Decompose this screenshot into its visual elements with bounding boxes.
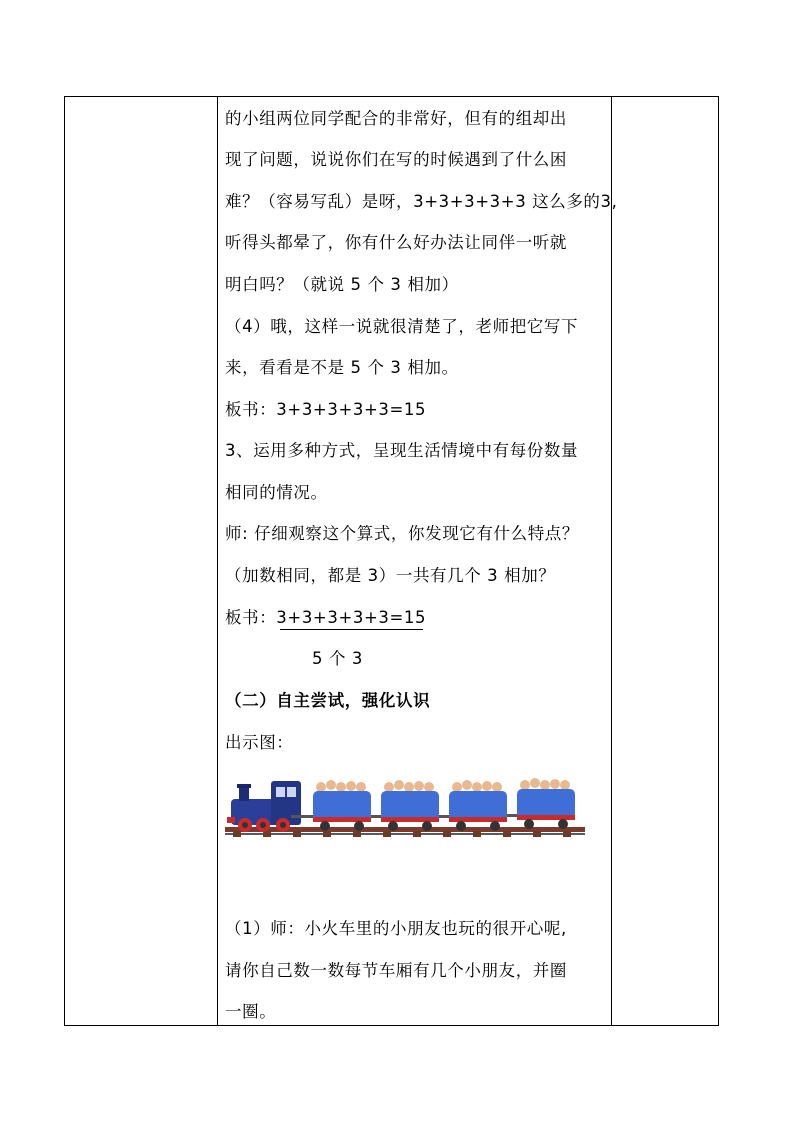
text-line: 相同的情况。 [225, 483, 328, 502]
text-line: 一圈。 [225, 1002, 277, 1021]
lesson-table [64, 96, 719, 1026]
section-title: （二）自主尝试，强化认识 [225, 691, 431, 710]
text-line: 听得头都晕了，你有什么好办法让同伴一听就 [225, 233, 567, 252]
text-line: （4）哦，这样一说就很清楚了，老师把它写下 [225, 317, 579, 336]
addend-underline [280, 629, 423, 630]
section-heading: 3、运用多种方式，呈现生活情境中有每份数量 [225, 441, 579, 460]
locomotive [227, 781, 301, 832]
text-line: 的小组两位同学配合的非常好，但有的组却出 [225, 109, 567, 128]
text-line: 出示图： [225, 733, 294, 752]
text-line: 现了问题，说说你们在写的时候遇到了什么困 [225, 150, 567, 169]
blackboard-note: 板书：3+3+3+3+3=15 [225, 400, 427, 419]
train-illustration [223, 765, 593, 845]
text-line: 难？（容易写乱）是呀，3+3+3+3+3 这么多的3, [225, 192, 618, 211]
rail [225, 833, 585, 835]
train-car [449, 780, 507, 831]
blackboard-note: 板书：3+3+3+3+3=15 [225, 608, 427, 627]
column-divider-right [611, 97, 612, 1025]
count-label: 5 个 3 [312, 649, 363, 668]
train-car [313, 780, 371, 831]
train-car [517, 778, 575, 829]
train-car [381, 780, 439, 831]
text-line: 师: 仔细观察这个算式，你发现它有什么特点？ [225, 524, 580, 543]
text-line: （加数相同，都是 3）一共有几个 3 相加？ [225, 566, 556, 585]
column-divider-left [217, 97, 218, 1025]
text-line: 来，看看是不是 5 个 3 相加。 [225, 358, 459, 377]
text-line: （1）师：小火车里的小朋友也玩的很开心呢, [225, 919, 567, 938]
text-line: 请你自己数一数每节车厢有几个小朋友，并圈 [225, 961, 567, 980]
text-line: 明白吗？（就说 5 个 3 相加） [225, 275, 459, 294]
